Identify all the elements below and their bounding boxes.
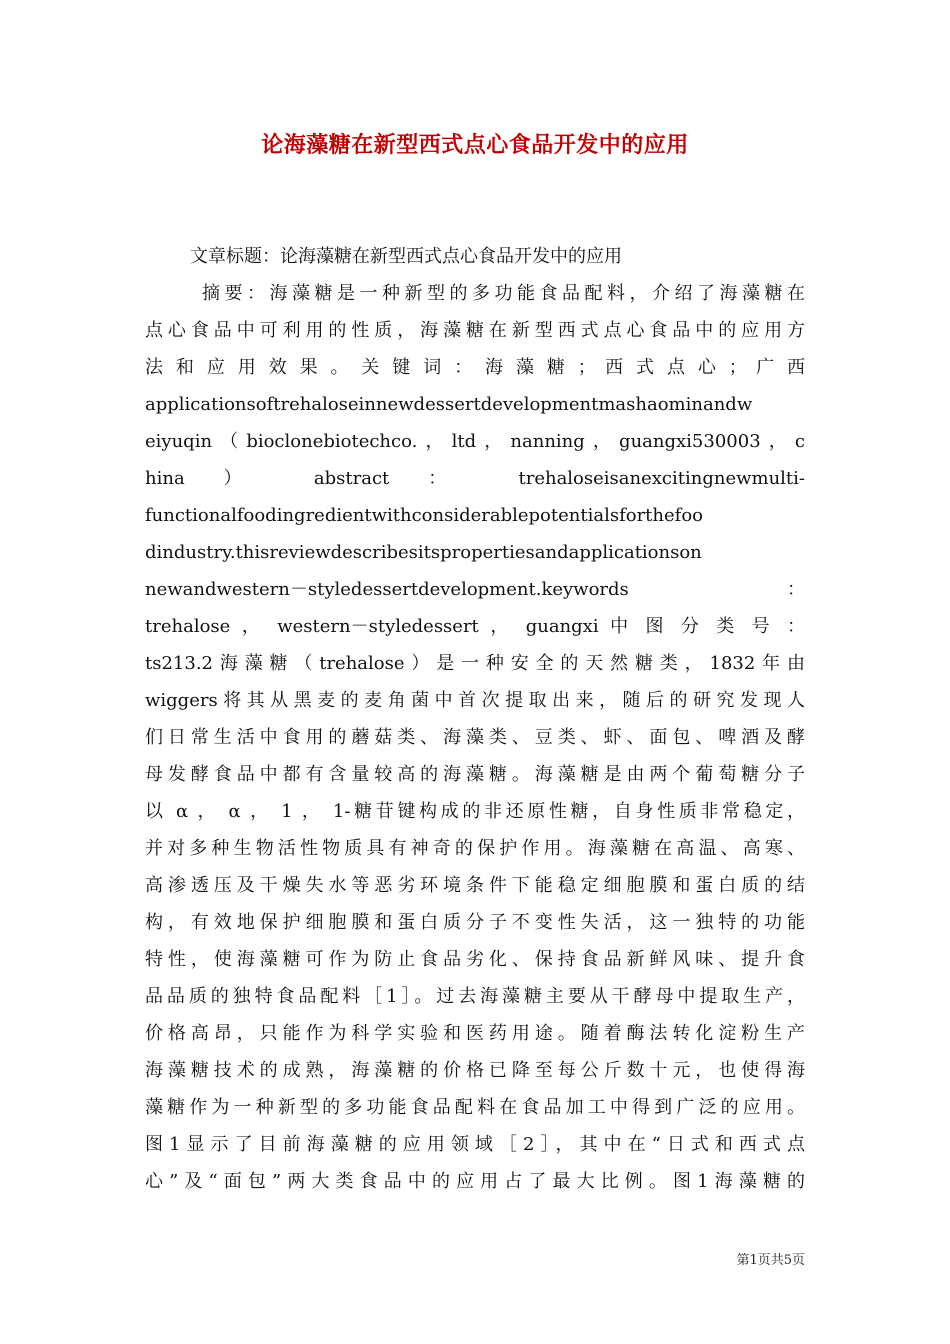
text-line: 高渗透压及干燥失水等恶劣环境条件下能稳定细胞膜和蛋白质的结 [145,875,805,896]
page-number-footer: 第1页共5页 [736,1253,805,1268]
text-line: dindustry.thisreviewdescribesitspropertiesandapplicationson [145,542,702,563]
text-line: 品品质的独特食品配料［1］。过去海藻糖主要从干酵母中提取生产， [145,986,805,1007]
document-title: 论海藻糖在新型西式点心食品开发中的应用 [261,132,689,158]
text-line: 母发酵食品中都有含量较高的海藻糖。海藻糖是由两个葡萄糖分子 [145,764,805,785]
text-line: newandwestern－styledessertdevelopment.keywords ： [145,579,805,600]
text-line: trehalose ， western－styledessert ， guangxi 中 图 分 类 号 ： [145,616,805,637]
text-line: 心”及“面包”两大类食品中的应用占了最大比例。图1海藻糖的 [145,1171,805,1192]
text-line: 以 α ， α ， 1 ， 1-糖苷键构成的非还原性糖，自身性质非常稳定， [145,801,805,822]
text-line: hina ） abstract ： trehaloseisanexcitingnewmulti- [145,468,805,489]
text-line: eiyuqin（bioclonebiotechco.，ltd，nanning，guangxi530003，c [145,431,805,452]
text-line: 海藻糖技术的成熟，海藻糖的价格已降至每公斤数十元，也使得海 [145,1060,805,1081]
text-line: 点心食品中可利用的性质，海藻糖在新型西式点心食品中的应用方 [145,320,805,341]
text-line: 藻糖作为一种新型的多功能食品配料在食品加工中得到广泛的应用。 [145,1097,805,1118]
document-body [145,238,805,1200]
text-line: 图1显示了目前海藻糖的应用领域［2］，其中在“日式和西式点 [145,1134,805,1155]
article-title-line: 文章标题：论海藻糖在新型西式点心食品开发中的应用 [190,246,622,267]
text-line: 构，有效地保护细胞膜和蛋白质分子不变性失活，这一独特的功能 [145,912,805,933]
text-line: functionalfoodingredientwithconsiderablepotentialsforthefoo [145,505,703,526]
abstract-line: 摘要：海藻糖是一种新型的多功能食品配料，介绍了海藻糖在 [202,283,805,304]
text-line: 并对多种生物活性物质具有神奇的保护作用。海藻糖在高温、高寒、 [145,838,805,859]
text-line: 特性，使海藻糖可作为防止食品劣化、保持食品新鲜风味、提升食 [145,949,805,970]
text-line: ts213.2海藻糖（trehalose）是一种安全的天然糖类，1832年由 [145,653,805,674]
text-line: 们日常生活中食用的蘑菇类、海藻类、豆类、虾、面包、啤酒及酵 [145,727,805,748]
text-line: wiggers将其从黑麦的麦角菌中首次提取出来，随后的研究发现人 [145,690,805,711]
text-line: 价格高昂，只能作为科学实验和医药用途。随着酶法转化淀粉生产 [145,1023,805,1044]
text-line: 法 和 应 用 效 果 。 关 键 词 ： 海 藻 糖 ； 西 式 点 心 ； 广 西 [145,357,805,378]
text-line: applicationsoftrehaloseinnewdessertdevelopmentmashaominandw [145,394,753,415]
